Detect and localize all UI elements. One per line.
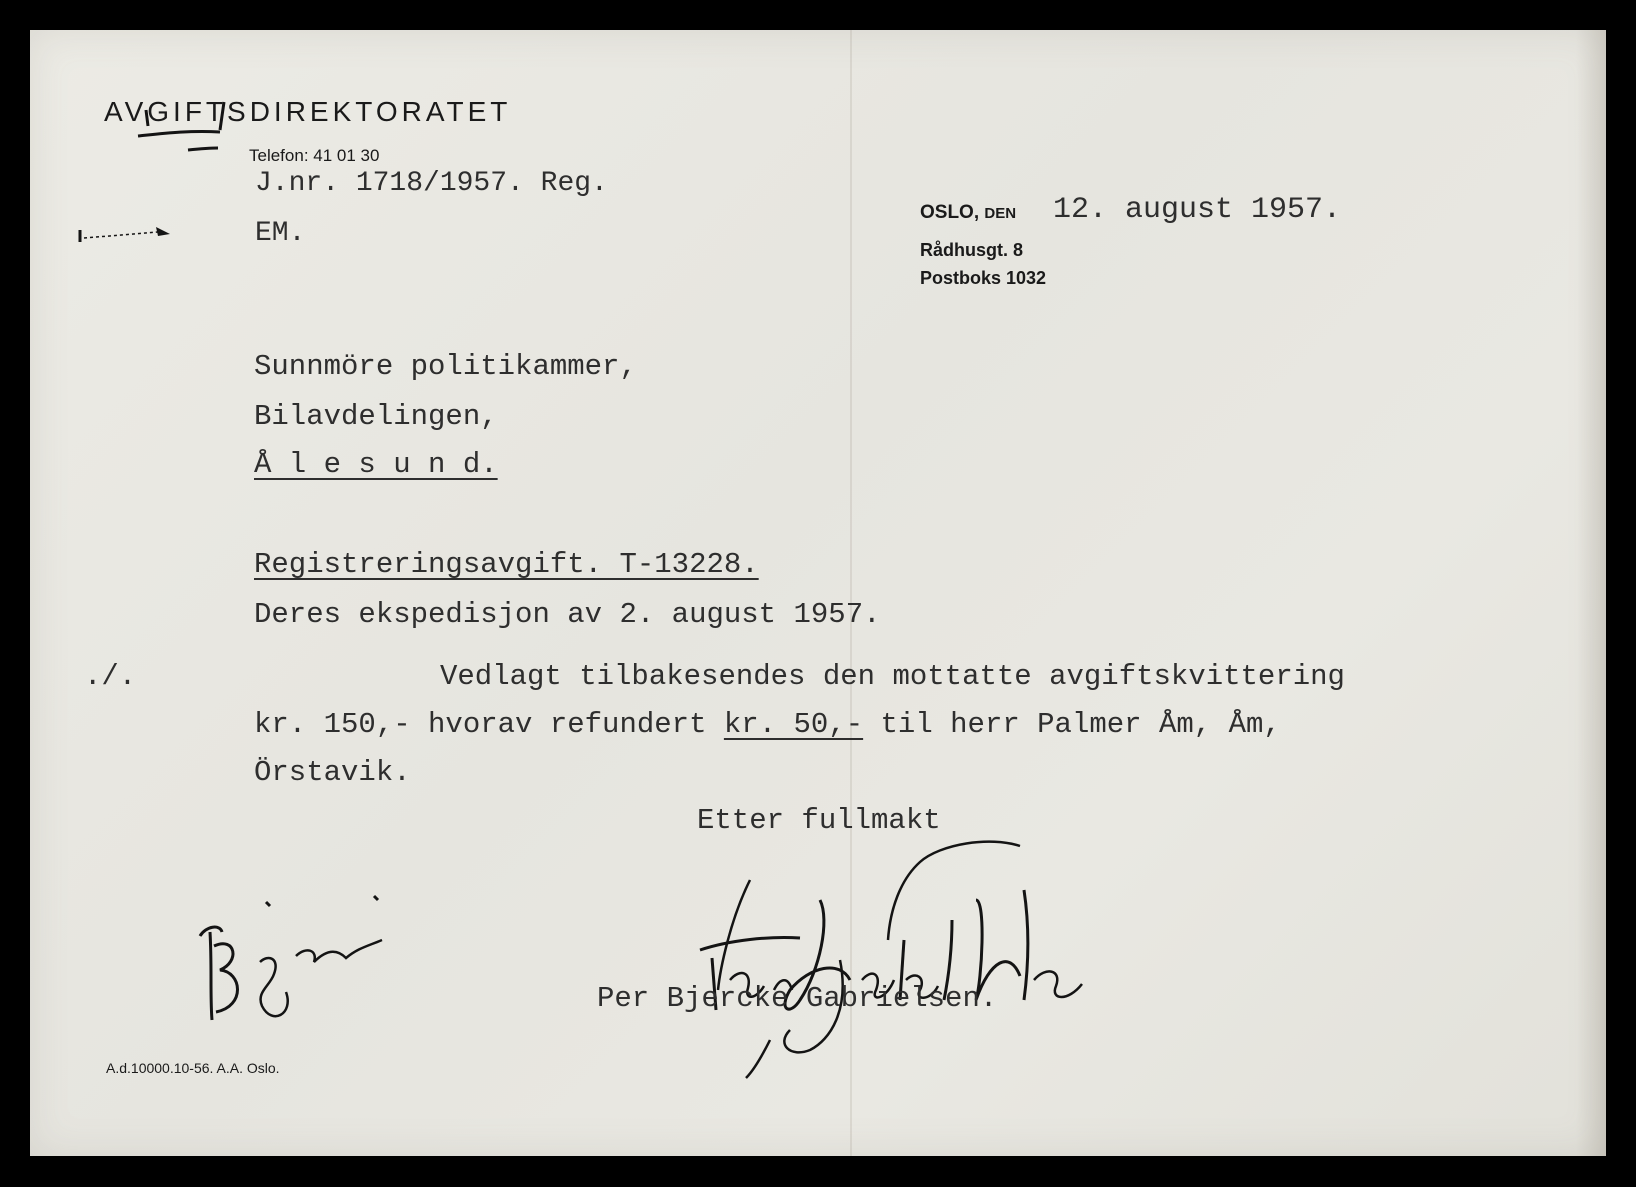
signer-name: Per Bjercke Gabrielsen. [597, 982, 998, 1015]
body-line-2 [254, 708, 1281, 741]
punch-mark [74, 222, 184, 252]
place-label: OSLO, [920, 202, 980, 223]
journal-number: J.nr. 1718/1957. Reg. [255, 168, 608, 199]
initials-signature [196, 896, 386, 1036]
letterhead-place [920, 202, 1016, 224]
refund-amount: kr. 50,- [723, 708, 864, 741]
body-line-3: Örstavik. [254, 756, 411, 789]
closing-authority: Etter fullmakt [697, 804, 941, 837]
recipient-line-2: Bilavdelingen, [254, 400, 498, 433]
subject-title: Registreringsavgift. T-13228. [254, 548, 759, 581]
body-line-2-start: kr. 150,- hvorav refundert [254, 708, 724, 741]
letterhead-organization: AVGIFTSDIREKTORATET [104, 96, 512, 127]
recipient-line-1: Sunnmöre politikammer, [254, 350, 637, 383]
subject-reference: Deres ekspedisjon av 2. august 1957. [254, 598, 881, 631]
body-line-2-end: til herr Palmer Åm, Åm, [863, 708, 1281, 741]
recipient-line-3: Å l e s u n d. [254, 448, 498, 481]
letterhead-street: Rådhusgt. 8 [920, 240, 1024, 260]
signature [690, 840, 1110, 1080]
enclosure-mark: ./. [84, 660, 137, 693]
letter-date: 12. august 1957. [1053, 193, 1342, 227]
pen-correction-mark [128, 100, 238, 170]
page-edge-shade [1576, 30, 1606, 1156]
den-label: DEN [984, 205, 1017, 222]
letterhead-postbox: Postboks 1032 [920, 268, 1047, 288]
letterhead-telephone: Telefon: 41 01 30 [249, 146, 380, 165]
body-line-1: Vedlagt tilbakesendes den mottatte avgiftskvittering [440, 660, 1345, 693]
clerk-initials: EM. [255, 218, 306, 249]
print-mark: A.d.10000.10-56. A.A. Oslo. [106, 1060, 280, 1076]
